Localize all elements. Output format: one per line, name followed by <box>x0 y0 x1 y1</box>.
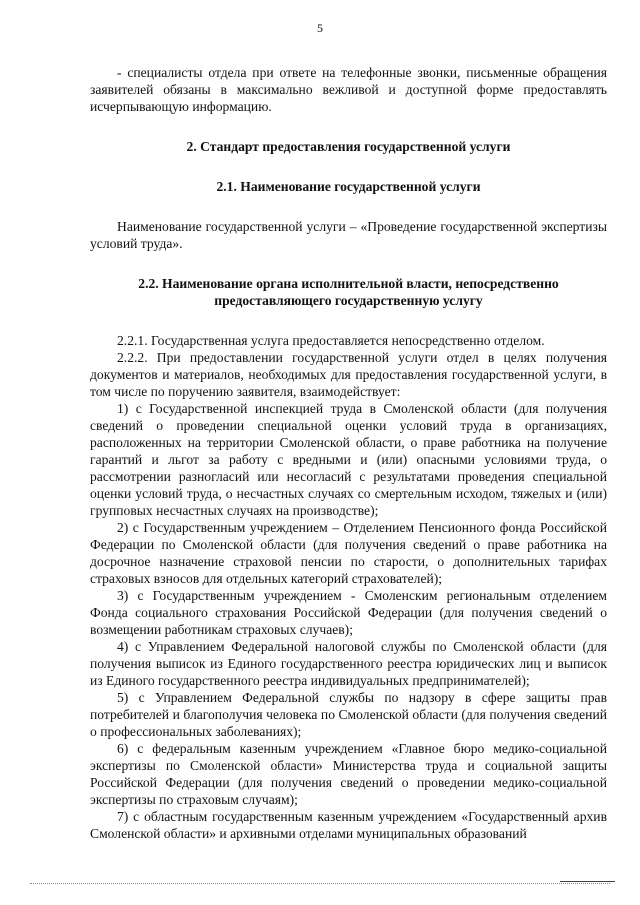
section-2-heading: 2. Стандарт предоставления государственной услуги <box>186 139 511 154</box>
section-2-2-heading-line1: 2.2. Наименование органа исполнительной власти, непосредственно <box>138 276 559 291</box>
footer-rule <box>560 881 615 883</box>
footer-dotted-line <box>30 883 610 885</box>
section-2-1-text: Наименование государственной услуги – «Проведение государственной экспертизы условий труда». <box>90 219 607 251</box>
paragraph-2-2-1: 2.2.1. Государственная услуга предоставляется непосредственно отделом. <box>117 333 545 348</box>
list-item: 6) с федеральным казенным учреждением «Главное бюро медико-социальной экспертизы по Смоленской области» Министерства труда и социальной защиты Российской Федерации (для получения сведений о проведении медико-социальной экспертизы по страховым случаям); <box>90 741 607 807</box>
page-number: 5 <box>317 21 323 35</box>
list-item: 4) с Управлением Федеральной налоговой службы по Смоленской области (для получения выписок из Единого государственного реестра юридических лиц и выписок из Единого государственного реестра индивидуальных предпринимателей); <box>90 639 607 688</box>
document-body <box>90 64 607 842</box>
list-item: 7) с областным государственным казенным учреждением «Государственный архив Смоленской области» и архивными отделами муниципальных образований <box>90 809 607 841</box>
list-item: 3) с Государственным учреждением - Смоленским региональным отделением Фонда социального страхования Российской Федерации (для получения сведений о возмещении работникам страховых случаев); <box>90 588 607 637</box>
list-item: 2) с Государственным учреждением – Отделением Пенсионного фонда Российской Федерации по Смоленской области (для получения сведений о праве работника на досрочное назначение страховой пенсии по старости, о дополнительных тарифах страховых взносов для отдельных категорий страхователей); <box>90 520 607 586</box>
section-2-2-heading-line2: предоставляющего государственную услугу <box>214 293 483 308</box>
list-item: 1) с Государственной инспекцией труда в Смоленской области (для получения сведений о проведении специальной оценки условий труда в организациях, расположенных на территории Смоленской области, о праве работника на получение гарантий и льгот за работу с вредными и (или) опасными условиями труда, о рассмотрении разногласий или несогласий с результатами проведения специальной оценки условий труда, о несчастных случаях со смертельным исходом, тяжелых и (или) групповых несчастных случаях на производстве); <box>90 401 607 518</box>
intro-paragraph: - специалисты отдела при ответе на телефонные звонки, письменные обращения заявителей обязаны в максимально вежливой и доступной форме предоставлять исчерпывающую информацию. <box>90 65 607 114</box>
section-2-1-heading: 2.1. Наименование государственной услуги <box>216 179 481 194</box>
list-item: 5) с Управлением Федеральной службы по надзору в сфере защиты прав потребителей и благополучия человека по Смоленской области (для получения сведений о профессиональных заболеваниях); <box>90 690 607 739</box>
paragraph-2-2-2: 2.2.2. При предоставлении государственной услуги отдел в целях получения документов и материалов, необходимых для предоставления государственной услуги, в том числе по поручению заявителя, взаимодействует: <box>90 350 607 399</box>
